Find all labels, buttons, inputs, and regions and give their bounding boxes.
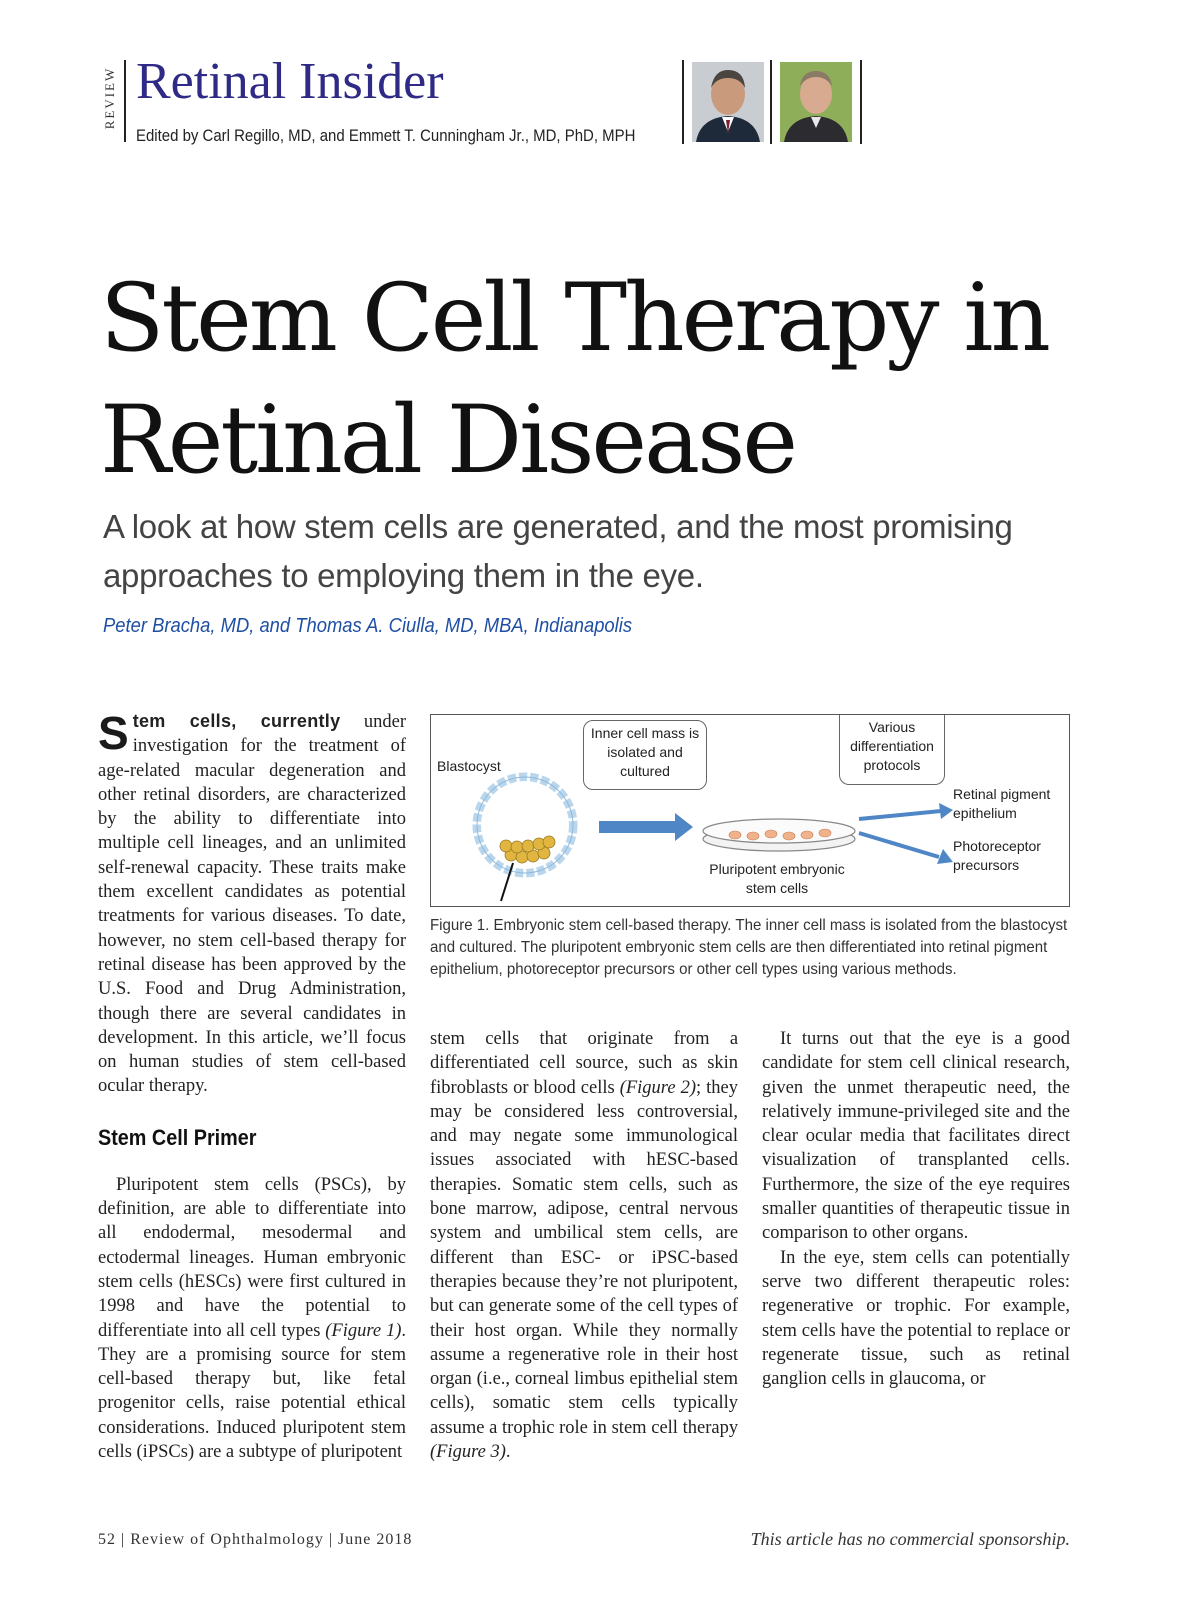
label-blastocyst: Blastocyst — [437, 758, 501, 774]
figure-1 — [430, 714, 1070, 907]
section-tab: REVIEW — [102, 66, 117, 130]
article-byline: Peter Bracha, MD, and Thomas A. Ciulla, MD, MBA, Indianapolis — [103, 615, 633, 637]
figure-ref: (Figure — [430, 1442, 486, 1463]
label-photoreceptor: Photoreceptor precursors — [953, 838, 1041, 873]
label-rpe: Retinal pigment epithelium — [953, 786, 1051, 821]
photo-divider — [860, 60, 862, 144]
department-title: Retinal Insider — [136, 53, 444, 110]
subhead-stem-cell-primer: Stem Cell Primer — [98, 1124, 257, 1150]
body-column-2 — [430, 1027, 738, 1464]
paragraph-primer-cont: stem cells that originate from a differentiated cell source, such as skin fibroblasts or blood cells (Figure 2); they may be considered less controversial, and may negate some immunological issues associated with hESC-based therapies. Somatic stem cells, such as bone marrow, adipose, central nervous system and umbilical stem cells, are different than ESC- or iPSC-based therapies because they’re not pluripotent, but can generate some of the cell types of their host organ. While they normally assume a regenerative role in their host organ (i.e., corneal limbus epithelial stem cells), somatic stem cells typically assume a trophic role in stem cell therapy (Figure 3). — [430, 1029, 739, 1463]
lead-in: tem cells, currently — [132, 711, 341, 731]
editors-line: Edited by Carl Regillo, MD, and Emmett T. Cunningham Jr., MD, PhD, MPH — [136, 126, 636, 145]
editor-photo-cunningham — [780, 62, 852, 142]
header-rule — [124, 60, 126, 142]
box-differentiation: Various differentiation protocols — [839, 715, 945, 785]
figure-ref: 2) — [680, 1077, 696, 1098]
body-column-3 — [762, 1027, 1070, 1391]
photo-divider — [770, 60, 772, 144]
paragraph-therapeutic-roles: In the eye, stem cells can potentially serve two different therapeutic roles: regenerative or trophic. For example, stem cells have the potential to replace or regenerate tissue, such as retinal ganglion cells in glaucoma, or — [762, 1247, 1070, 1390]
blastocyst-diagram — [477, 777, 573, 901]
footer-page-info: 52 | Review of Ophthalmology | June 2018 — [98, 1531, 413, 1548]
figure-caption: Figure 1. Embryonic stem cell-based therapy. The inner cell mass is isolated from the blastocyst and cultured. The pluripotent embryonic stem cells are then differentiated into retinal pigment epithelium, photoreceptor precursors or other cell types using various methods. — [430, 917, 1068, 978]
article-deck: A look at how stem cells are generated, and the most promising approaches to employing them in the eye. — [103, 508, 1013, 594]
drop-cap: S — [98, 707, 129, 759]
figure-ref: (Figure 1) — [325, 1320, 402, 1341]
figure-ref: 3) — [490, 1442, 506, 1463]
footer-sponsorship: This article has no commercial sponsorship. — [750, 1529, 1070, 1549]
photo-divider — [682, 60, 684, 144]
body-column-1 — [98, 707, 406, 1464]
paragraph-primer: Pluripotent stem cells (PSCs), by definition, are able to differentiate into all endodermal, mesodermal and ectodermal lineages. Human embryonic stem cells (hESCs) were first cultured in 1998 and have the potential to differentiate into all cell types (Figure 1). They are a promising source for stem cell-based therapy but, like fetal progenitor cells, raise potential ethical considerations. Induced pluripotent stem cells (iPSCs) are a subtype of pluripotent — [98, 1174, 406, 1463]
box-inner-cell-mass: Inner cell mass is isolated and cultured — [583, 720, 707, 790]
editor-photo-regillo — [692, 62, 764, 142]
paragraph-eye-candidate: It turns out that the eye is a good candidate for stem cell clinical research, given the unmet therapeutic need, the relatively immune-privileged site and the clear ocular media that facilitates direct visualization of transplanted cells. Furthermore, the size of the eye requires smaller quantities of therapeutic tissue in comparison to other organs. — [762, 1029, 1070, 1244]
culture-dish — [703, 819, 855, 851]
label-pluripotent: Pluripotent embryonic stem cells — [709, 861, 845, 896]
article-headline: Stem Cell Therapy in Retinal Disease — [100, 264, 1048, 495]
paragraph-intro: Stem cells, currently under investigation for the treatment of age-related macular degeneration and other retinal disorders, are characterized by the ability to differentiate into multiple cell lineages, and an unlimited self-renewal capacity. These traits make them excellent candidates as potential treatments for various diseases. To date, however, no stem cell-based therapy for retinal disease has been approved by the U.S. Food and Drug Administration, though there are several candidates in development. In this article, we’ll focus on human studies of stem cell-based ocular therapy. — [98, 707, 406, 1097]
figure-ref: (Figure — [619, 1077, 676, 1098]
